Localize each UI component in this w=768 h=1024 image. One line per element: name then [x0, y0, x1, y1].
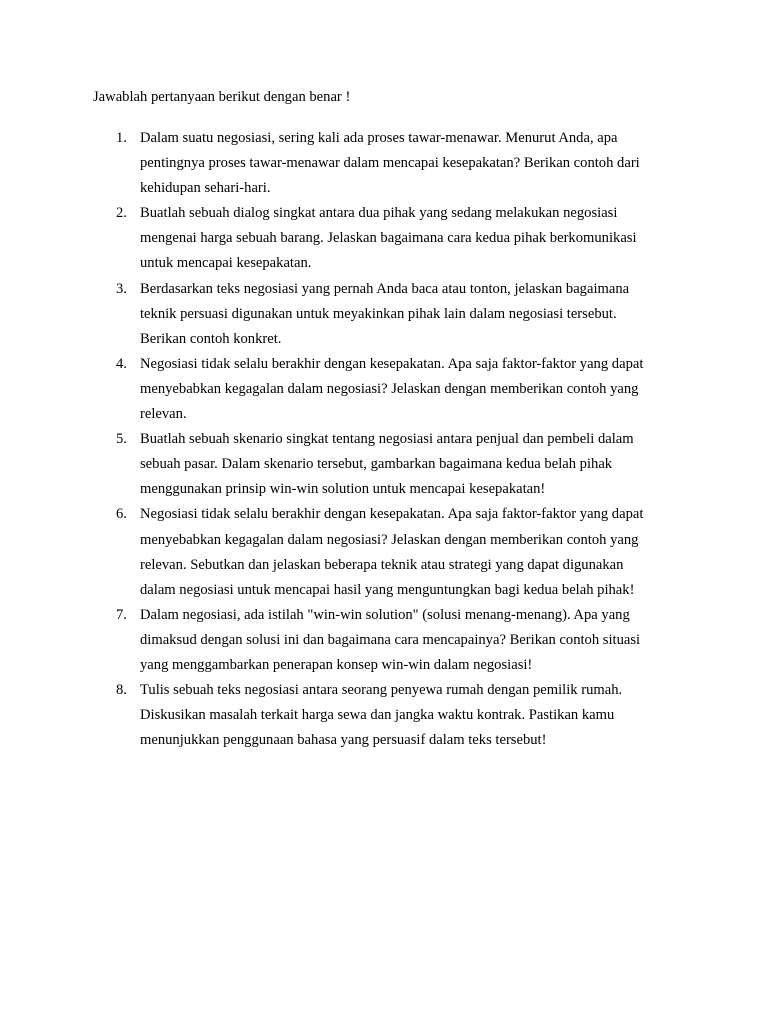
- question-line: sebuah pasar. Dalam skenario tersebut, gambarkan bagaimana kedua belah pihak: [140, 456, 613, 473]
- question-text: [140, 678, 680, 753]
- question-number: 3.: [116, 280, 127, 297]
- question-line: Buatlah sebuah skenario singkat tentang negosiasi antara penjual dan pembeli dalam: [140, 431, 634, 448]
- question-line: Negosiasi tidak selalu berakhir dengan kesepakatan. Apa saja faktor-faktor yang dapat: [140, 355, 644, 372]
- question-line: pentingnya proses tawar-menawar dalam mencapai kesepakatan? Berikan contoh dari: [140, 155, 640, 172]
- question-text: [140, 502, 680, 602]
- question-item: [0, 502, 768, 602]
- question-line: Dalam negosiasi, ada istilah "win-win solution" (solusi menang-menang). Apa yang: [140, 606, 630, 623]
- question-line: teknik persuasi digunakan untuk meyakinkan pihak lain dalam negosiasi tersebut.: [140, 305, 617, 322]
- question-line: menyebabkan kegagalan dalam negosiasi? Jelaskan dengan memberikan contoh yang: [140, 531, 639, 548]
- question-item: [0, 352, 768, 427]
- question-line: mengenai harga sebuah barang. Jelaskan bagaimana cara kedua pihak berkomunikasi: [140, 230, 637, 247]
- question-text: [140, 427, 680, 502]
- question-item: [0, 603, 768, 678]
- question-line: menggunakan prinsip win-win solution untuk mencapai kesepakatan!: [140, 481, 546, 498]
- question-number: 1.: [116, 130, 127, 146]
- question-number: 7.: [116, 606, 127, 623]
- question-text: [140, 201, 680, 276]
- question-text: [140, 277, 680, 352]
- question-number: 2.: [116, 205, 127, 222]
- question-line: dimaksud dengan solusi ini dan bagaimana cara mencapainya? Berikan contoh situasi: [140, 631, 641, 648]
- question-number: 8.: [116, 682, 127, 699]
- question-line: Tulis sebuah teks negosiasi antara seorang penyewa rumah dengan pemilik rumah.: [140, 682, 623, 699]
- question-item: [0, 678, 768, 753]
- question-text: [140, 352, 680, 427]
- instruction-text: Jawablah pertanyaan berikut dengan benar !: [93, 89, 351, 105]
- question-line: relevan.: [140, 406, 187, 423]
- question-line: Berdasarkan teks negosiasi yang pernah Anda baca atau tonton, jelaskan bagaimana: [140, 280, 630, 297]
- question-list: [0, 126, 768, 753]
- question-line: Dalam suatu negosiasi, sering kali ada proses tawar-menawar. Menurut Anda, apa: [140, 130, 618, 146]
- question-line: Buatlah sebuah dialog singkat antara dua pihak yang sedang melakukan negosiasi: [140, 205, 618, 222]
- question-line: dalam negosiasi untuk mencapai hasil yang menguntungkan bagi kedua belah pihak!: [140, 581, 635, 598]
- question-line: Berikan contoh konkret.: [140, 330, 282, 347]
- question-item: [0, 126, 768, 201]
- question-line: Diskusikan masalah terkait harga sewa dan jangka waktu kontrak. Pastikan kamu: [140, 707, 615, 724]
- question-text: [140, 126, 680, 201]
- question-number: 4.: [116, 355, 127, 372]
- question-line: untuk mencapai kesepakatan.: [140, 255, 312, 272]
- question-line: relevan. Sebutkan dan jelaskan beberapa teknik atau strategi yang dapat digunakan: [140, 556, 624, 573]
- question-line: yang menggambarkan penerapan konsep win-win dalam negosiasi!: [140, 656, 533, 673]
- question-item: [0, 427, 768, 502]
- question-line: menyebabkan kegagalan dalam negosiasi? Jelaskan dengan memberikan contoh yang: [140, 380, 639, 397]
- question-line: kehidupan sehari-hari.: [140, 180, 271, 197]
- question-number: 5.: [116, 431, 127, 448]
- question-number: 6.: [116, 506, 127, 523]
- question-item: [0, 277, 768, 352]
- question-text: [140, 603, 680, 678]
- question-item: [0, 201, 768, 276]
- question-line: Negosiasi tidak selalu berakhir dengan kesepakatan. Apa saja faktor-faktor yang dapat: [140, 506, 644, 523]
- question-line: menunjukkan penggunaan bahasa yang persuasif dalam teks tersebut!: [140, 732, 547, 749]
